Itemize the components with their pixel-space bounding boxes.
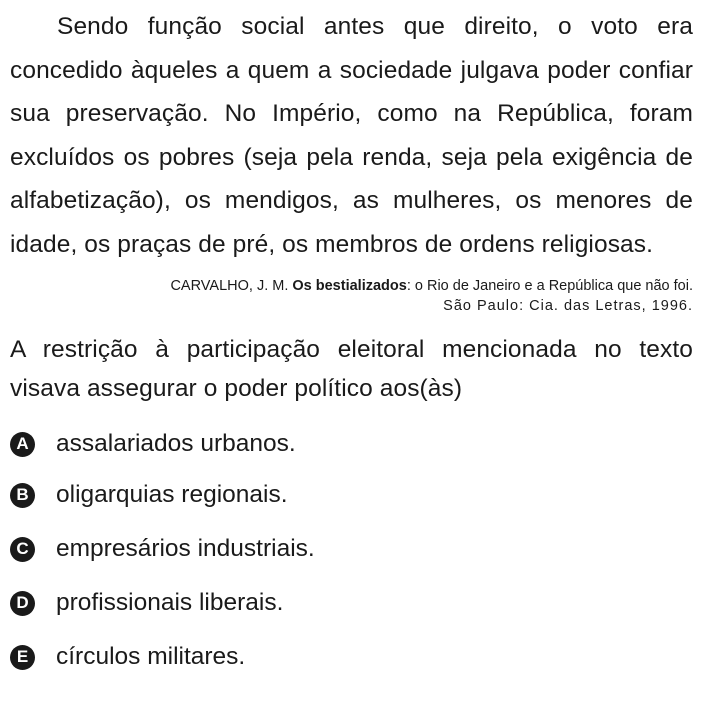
question-page	[10, 0, 693, 684]
option-e[interactable]	[10, 630, 693, 684]
option-letter-badge: C	[10, 537, 35, 562]
option-text: círculos militares.	[56, 643, 246, 670]
option-letter-badge: A	[10, 432, 35, 457]
option-text: empresários industriais.	[56, 535, 315, 562]
option-text: assalariados urbanos.	[56, 430, 296, 457]
source-citation	[10, 276, 693, 316]
source-passage: Sendo função social antes que direito, o voto era concedido àqueles a quem a sociedade julgava poder confiar sua preservação. No Império, como na República, foram excluídos os pobres (seja pela renda, seja pela exigência de alfabetização), os mendigos, as mulheres, os menores de idade, os praças de pré, os membros de ordens religiosas.	[10, 13, 693, 258]
answer-options	[10, 420, 693, 684]
option-letter-badge: D	[10, 591, 35, 616]
option-c[interactable]	[10, 522, 693, 576]
option-text: profissionais liberais.	[56, 589, 284, 616]
option-b[interactable]	[10, 468, 693, 522]
option-letter-badge: B	[10, 483, 35, 508]
option-a[interactable]	[10, 420, 693, 468]
citation-subtitle: : o Rio de Janeiro e a República que não foi.	[406, 278, 693, 294]
option-text: oligarquias regionais.	[56, 481, 288, 508]
option-letter-badge: E	[10, 645, 35, 670]
question-stem: A restrição à participação eleitoral mencionada no texto visava assegurar o poder político aos(às)	[10, 336, 693, 402]
option-d[interactable]	[10, 576, 693, 630]
citation-title: Os bestializados	[292, 278, 407, 294]
citation-publisher: São Paulo: Cia. das Letras, 1996.	[443, 298, 693, 314]
citation-author: CARVALHO, J. M.	[170, 278, 293, 294]
